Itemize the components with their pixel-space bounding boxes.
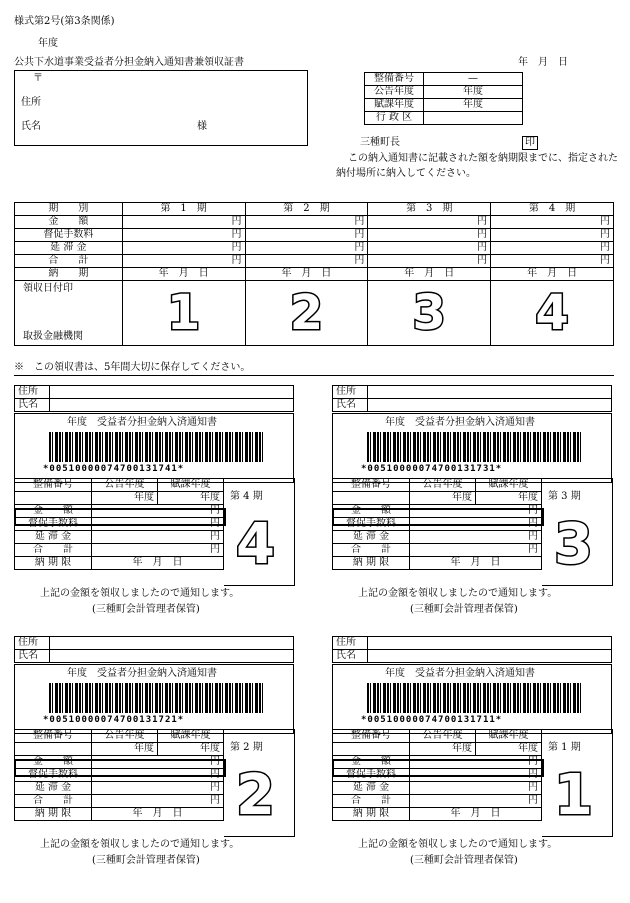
yen-cell: 円	[122, 229, 245, 242]
slip-name-label: 氏名	[15, 399, 50, 412]
slip-fuka-value: 年度	[476, 492, 542, 505]
period-table	[14, 202, 614, 346]
period-header: 期 別	[15, 203, 123, 216]
slip-yen: 円	[92, 518, 224, 531]
form-number: 様式第2号(第3条関係)	[14, 16, 115, 27]
period-header: 第 2 期	[245, 203, 368, 216]
amount-highlight	[14, 759, 226, 777]
receipt-slip	[14, 385, 296, 625]
slip-title: 年度 受益者分担金納入済通知書	[67, 668, 217, 679]
slip-yen: 円	[92, 795, 224, 808]
slip-title-box	[332, 664, 612, 734]
slip-row-label: 合 計	[333, 795, 410, 808]
slip-yen: 円	[92, 531, 224, 544]
name-label: 氏名	[21, 121, 41, 132]
slip-row-label: 督促手数料	[333, 769, 410, 782]
slip-row-label: 延 滞 金	[15, 782, 92, 795]
slip-address-label: 住所	[333, 637, 368, 650]
slip-koukoku-value: 年度	[410, 492, 476, 505]
info-value: 年度	[424, 99, 523, 112]
seal-mark: 印	[522, 136, 538, 150]
barcode-number: *00510000074700131741*	[43, 464, 185, 474]
slip-period-box	[224, 478, 295, 586]
slip-footer-note: (三種町会計管理者保管)	[92, 855, 200, 866]
slip-row-label: 延 滞 金	[333, 782, 410, 795]
period-number: 3	[554, 512, 593, 577]
slip-header-table	[14, 385, 294, 412]
slip-fuka-label: 賦課年度	[158, 730, 224, 743]
issue-date: 年 月 日	[518, 57, 568, 68]
slip-fuka-label: 賦課年度	[158, 479, 224, 492]
receipt-slip	[332, 636, 614, 876]
slip-due-label: 納 期 限	[333, 808, 410, 821]
slip-koukoku-label: 公告年度	[92, 479, 158, 492]
due-date: 年 月 日	[368, 268, 491, 281]
slip-koukoku-label: 公告年度	[410, 479, 476, 492]
slip-row-label: 督促手数料	[15, 518, 92, 531]
slip-seibi-value	[333, 492, 410, 505]
slip-row-label: 金 額	[333, 756, 410, 769]
slip-name-value	[368, 399, 612, 412]
yen-cell: 円	[491, 216, 614, 229]
slip-fuka-value: 年度	[158, 743, 224, 756]
slip-koukoku-label: 公告年度	[410, 730, 476, 743]
yen-cell: 円	[368, 242, 491, 255]
slip-period-box	[542, 478, 613, 586]
barcode-icon	[49, 432, 263, 462]
slip-title: 年度 受益者分担金納入済通知書	[385, 668, 535, 679]
receipt-slip	[332, 385, 614, 625]
period-number: 2	[236, 763, 275, 828]
slip-row-label: 合 計	[15, 544, 92, 557]
due-label: 納 期	[15, 268, 123, 281]
amount-highlight	[14, 508, 226, 526]
slip-header-table	[14, 636, 294, 663]
slip-koukoku-value: 年度	[410, 743, 476, 756]
period-header: 第 1 期	[122, 203, 245, 216]
yen-cell: 円	[122, 242, 245, 255]
slip-title: 年度 受益者分担金納入済通知書	[67, 417, 217, 428]
slip-koukoku-label: 公告年度	[92, 730, 158, 743]
slip-row-label: 合 計	[333, 544, 410, 557]
slip-seibi-label: 整備番号	[15, 730, 92, 743]
yen-cell: 円	[122, 255, 245, 268]
slip-address-label: 住所	[15, 386, 50, 399]
slip-period: 第 2 期	[230, 742, 263, 753]
barcode-icon	[367, 432, 581, 462]
period-header: 第 4 期	[491, 203, 614, 216]
slip-yen: 円	[410, 505, 542, 518]
slip-row-label: 延 滞 金	[15, 531, 92, 544]
receipt-slip	[14, 636, 296, 876]
stamp-area-3: 3	[368, 281, 491, 346]
slip-due-value: 年 月 日	[92, 557, 224, 570]
slip-seibi-label: 整備番号	[333, 479, 410, 492]
slip-address-value	[368, 386, 612, 399]
yen-cell: 円	[245, 229, 368, 242]
stamp-area-1: 1	[122, 281, 245, 346]
slip-due-value: 年 月 日	[410, 557, 542, 570]
row-label: 合 計	[15, 255, 123, 268]
slip-seibi-label: 整備番号	[333, 730, 410, 743]
slip-row-label: 督促手数料	[333, 518, 410, 531]
slip-fuka-label: 賦課年度	[476, 479, 542, 492]
bank-label: 取扱金融機関	[23, 331, 83, 342]
receipt-label: 領収日付印	[23, 283, 73, 294]
yen-cell: 円	[368, 229, 491, 242]
info-label: 整備番号	[365, 73, 424, 86]
slip-address-value	[50, 637, 294, 650]
slip-yen: 円	[410, 544, 542, 557]
slip-yen: 円	[410, 518, 542, 531]
address-box	[14, 70, 308, 146]
yen-cell: 円	[245, 242, 368, 255]
slip-period: 第 1 期	[548, 742, 581, 753]
slip-due-label: 納 期 限	[15, 557, 92, 570]
slip-yen: 円	[410, 769, 542, 782]
amount-highlight	[332, 759, 544, 777]
slip-row-label: 金 額	[15, 756, 92, 769]
slip-koukoku-value: 年度	[92, 492, 158, 505]
slip-name-label: 氏名	[15, 650, 50, 663]
slip-footer-note: (三種町会計管理者保管)	[92, 604, 200, 615]
slip-yen: 円	[92, 769, 224, 782]
info-label: 公告年度	[365, 86, 424, 99]
document-title: 公共下水道事業受益者分担金納入通知書兼領収証書	[14, 57, 244, 68]
slip-due-value: 年 月 日	[410, 808, 542, 821]
slip-address-label: 住所	[15, 637, 50, 650]
address-label: 住所	[21, 97, 41, 108]
yen-cell: 円	[245, 255, 368, 268]
honorific: 様	[197, 121, 207, 132]
slip-period-box	[542, 729, 613, 837]
slip-address-value	[368, 637, 612, 650]
yen-cell: 円	[368, 216, 491, 229]
due-date: 年 月 日	[491, 268, 614, 281]
slip-address-value	[50, 386, 294, 399]
receipt-stamp-label-cell	[15, 281, 123, 346]
slip-yen: 円	[92, 544, 224, 557]
slip-yen: 円	[410, 531, 542, 544]
instruction-text: この納入通知書に記載された額を納期限までに、指定された納付場所に納入してください。	[336, 153, 618, 179]
barcode-number: *00510000074700131711*	[361, 715, 503, 725]
slip-footer: 上記の金額を領収しましたので通知します。	[40, 588, 240, 599]
slip-seibi-label: 整備番号	[15, 479, 92, 492]
yen-cell: 円	[245, 216, 368, 229]
header-year: 年度	[38, 38, 58, 49]
slip-footer: 上記の金額を領収しましたので通知します。	[358, 839, 558, 850]
slip-title-box	[332, 413, 612, 483]
postal-mark: 〒	[33, 73, 43, 84]
yen-cell: 円	[491, 229, 614, 242]
slip-row-label: 金 額	[333, 505, 410, 518]
slip-header-table	[332, 636, 612, 663]
slip-koukoku-value: 年度	[92, 743, 158, 756]
slip-footer-note: (三種町会計管理者保管)	[410, 855, 518, 866]
slip-footer: 上記の金額を領収しましたので通知します。	[358, 588, 558, 599]
info-value	[424, 112, 523, 125]
slip-footer: 上記の金額を領収しましたので通知します。	[40, 839, 240, 850]
slip-name-value	[368, 650, 612, 663]
yen-cell: 円	[491, 255, 614, 268]
mayor-label: 三種町長	[360, 137, 400, 148]
slip-header-table	[332, 385, 612, 412]
period-header: 第 3 期	[368, 203, 491, 216]
barcode-icon	[49, 683, 263, 713]
slip-name-label: 氏名	[333, 650, 368, 663]
slip-name-value	[50, 650, 294, 663]
slip-fuka-label: 賦課年度	[476, 730, 542, 743]
slip-yen: 円	[410, 756, 542, 769]
info-value: 年度	[424, 86, 523, 99]
slip-yen: 円	[92, 782, 224, 795]
slip-seibi-value	[15, 492, 92, 505]
slip-row-label: 金 額	[15, 505, 92, 518]
info-label: 行 政 区	[365, 112, 424, 125]
period-number: 4	[236, 512, 275, 577]
slip-title-box	[14, 413, 294, 483]
slip-yen: 円	[410, 795, 542, 808]
slip-address-label: 住所	[333, 386, 368, 399]
stamp-area-4: 4	[491, 281, 614, 346]
slip-name-label: 氏名	[333, 399, 368, 412]
slip-period-box	[224, 729, 295, 837]
slip-due-label: 納 期 限	[15, 808, 92, 821]
slip-fuka-value: 年度	[158, 492, 224, 505]
slip-title: 年度 受益者分担金納入済通知書	[385, 417, 535, 428]
stamp-area-2: 2	[245, 281, 368, 346]
slip-period: 第 4 期	[230, 491, 263, 502]
row-label: 延 滞 金	[15, 242, 123, 255]
slip-yen: 円	[92, 756, 224, 769]
slip-due-label: 納 期 限	[333, 557, 410, 570]
yen-cell: 円	[122, 216, 245, 229]
slip-name-value	[50, 399, 294, 412]
slip-seibi-value	[15, 743, 92, 756]
slip-fuka-value: 年度	[476, 743, 542, 756]
slip-footer-note: (三種町会計管理者保管)	[410, 604, 518, 615]
barcode-icon	[367, 683, 581, 713]
row-label: 督促手数料	[15, 229, 123, 242]
divider	[14, 375, 614, 376]
due-date: 年 月 日	[122, 268, 245, 281]
slip-seibi-value	[333, 743, 410, 756]
slip-row-label: 延 滞 金	[333, 531, 410, 544]
amount-highlight	[332, 508, 544, 526]
slip-yen: 円	[92, 505, 224, 518]
info-table	[364, 72, 523, 125]
due-date: 年 月 日	[245, 268, 368, 281]
slip-row-label: 合 計	[15, 795, 92, 808]
info-label: 賦課年度	[365, 99, 424, 112]
slip-period: 第 3 期	[548, 491, 581, 502]
slip-yen: 円	[410, 782, 542, 795]
slip-due-value: 年 月 日	[92, 808, 224, 821]
barcode-number: *00510000074700131731*	[361, 464, 503, 474]
info-value: —	[424, 73, 523, 86]
yen-cell: 円	[491, 242, 614, 255]
barcode-number: *00510000074700131721*	[43, 715, 185, 725]
keep-note: ※ この領収書は、5年間大切に保存してください。	[14, 362, 251, 373]
period-number: 1	[554, 763, 593, 828]
slip-row-label: 督促手数料	[15, 769, 92, 782]
row-label: 金 額	[15, 216, 123, 229]
yen-cell: 円	[368, 255, 491, 268]
slip-title-box	[14, 664, 294, 734]
